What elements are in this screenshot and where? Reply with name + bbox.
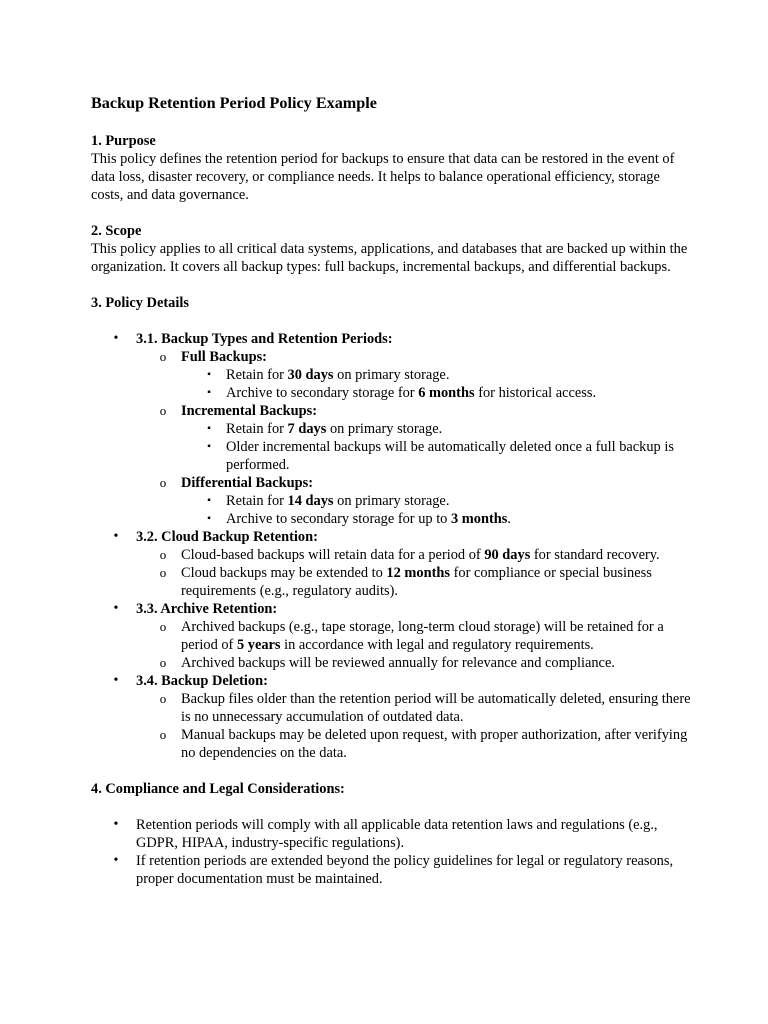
backup-type-label: Full Backups:	[181, 349, 267, 365]
compliance-list	[91, 816, 691, 888]
section-heading-policy-details: 3. Policy Details	[91, 295, 189, 311]
item-text: Older incremental backups will be automatically deleted once a full backup is performed.	[226, 439, 674, 473]
item-text: Backup files older than the retention period will be automatically deleted, ensuring there is no unnecessary accumulation of outdated data.	[181, 691, 691, 725]
document-title: Backup Retention Period Policy Example	[91, 94, 377, 112]
bullet-dot-icon: •	[113, 817, 119, 832]
section-compliance	[91, 780, 691, 888]
section-heading-scope: 2. Scope	[91, 223, 142, 239]
bullet-circle-icon: o	[159, 475, 167, 490]
item-text: on primary storage.	[333, 493, 450, 509]
backup-types-list	[136, 348, 691, 528]
list-item	[136, 474, 691, 528]
item-emphasis: 14 days	[287, 493, 334, 509]
bullet-square-icon: ▪	[207, 441, 211, 452]
bullet-square-icon: ▪	[207, 513, 211, 524]
policy-list	[91, 330, 691, 762]
item-text: Retain for	[226, 367, 288, 383]
item-emphasis: 3 months	[450, 511, 508, 527]
subsection-heading: 3.4. Backup Deletion:	[136, 673, 268, 689]
backup-type-label: Incremental Backups:	[181, 403, 318, 419]
bullet-circle-icon: o	[159, 727, 167, 742]
item-text: on primary storage.	[333, 367, 450, 383]
bullet-circle-icon: o	[159, 565, 167, 580]
section-scope	[91, 222, 691, 276]
item-text: for historical access.	[474, 385, 597, 401]
section-policy-details	[91, 294, 691, 780]
bullet-dot-icon: •	[113, 529, 119, 544]
list-item	[136, 564, 691, 600]
list-item	[136, 726, 691, 762]
item-text: If retention periods are extended beyond the policy guidelines for legal or regulatory reasons, proper documentation must be maintained.	[136, 853, 674, 887]
bullet-circle-icon: o	[159, 349, 167, 364]
list-item	[91, 816, 691, 852]
subsection-heading: 3.1. Backup Types and Retention Periods:	[136, 331, 393, 347]
item-emphasis: 90 days	[484, 547, 531, 563]
list-item	[181, 420, 691, 438]
item-text: Manual backups may be deleted upon request, with proper authorization, after verifying no dependencies on the data.	[181, 727, 688, 761]
list-item	[136, 690, 691, 726]
purpose-text: This policy defines the retention period for backups to ensure that data can be restored in the event of data loss, disaster recovery, or compliance needs. It helps to balance operational efficiency, storage costs, and data governance.	[91, 151, 675, 203]
cloud-retention-list	[136, 546, 691, 600]
list-item	[181, 384, 691, 402]
item-text: on primary storage.	[326, 421, 443, 437]
list-item	[181, 366, 691, 384]
item-text: Archive to secondary storage for	[226, 385, 419, 401]
item-text: Cloud-based backups will retain data for a period of	[181, 547, 485, 563]
item-text: Archived backups will be reviewed annually for relevance and compliance.	[181, 655, 615, 671]
list-item	[136, 348, 691, 402]
subsection-heading: 3.2. Cloud Backup Retention:	[136, 529, 318, 545]
list-item	[136, 546, 691, 564]
backup-deletion-list	[136, 690, 691, 762]
list-item	[136, 618, 691, 654]
section-purpose	[91, 132, 691, 204]
list-item	[91, 600, 691, 672]
item-text: Retain for	[226, 493, 288, 509]
list-item	[91, 852, 691, 888]
bullet-circle-icon: o	[159, 403, 167, 418]
item-text: Archived backups (e.g., tape storage, long-term cloud storage) will be retained for a period of	[181, 619, 664, 653]
bullet-circle-icon: o	[159, 619, 167, 634]
bullet-square-icon: ▪	[207, 369, 211, 380]
bullet-circle-icon: o	[159, 547, 167, 562]
section-heading-purpose: 1. Purpose	[91, 133, 156, 149]
backup-type-label: Differential Backups:	[181, 475, 314, 491]
subsection-heading: 3.3. Archive Retention:	[136, 601, 278, 617]
bullet-dot-icon: •	[113, 853, 119, 868]
list-item	[181, 438, 691, 474]
bullet-dot-icon: •	[113, 331, 119, 346]
item-emphasis: 6 months	[418, 385, 475, 401]
item-text: Retention periods will comply with all applicable data retention laws and regulations (e.g., GDPR, HIPAA, industry-specific regulations).	[136, 817, 658, 851]
item-text: Cloud backups may be extended to	[181, 565, 387, 581]
full-backups-list	[181, 366, 691, 402]
bullet-square-icon: ▪	[207, 495, 211, 506]
item-text: for compliance or special business requirements (e.g., regulatory audits).	[181, 565, 652, 599]
list-item	[136, 654, 691, 672]
list-item	[181, 510, 691, 528]
list-item	[136, 402, 691, 474]
incremental-backups-list	[181, 420, 691, 474]
section-heading-compliance: 4. Compliance and Legal Considerations:	[91, 781, 345, 797]
document-page	[91, 92, 691, 888]
item-emphasis: 30 days	[287, 367, 334, 383]
item-emphasis: 5 years	[236, 637, 281, 653]
bullet-dot-icon: •	[113, 673, 119, 688]
bullet-dot-icon: •	[113, 601, 119, 616]
bullet-square-icon: ▪	[207, 387, 211, 398]
item-text: in accordance with legal and regulatory requirements.	[280, 637, 594, 653]
item-emphasis: 7 days	[287, 421, 327, 437]
list-item	[91, 330, 691, 528]
list-item	[91, 528, 691, 600]
bullet-circle-icon: o	[159, 655, 167, 670]
bullet-circle-icon: o	[159, 691, 167, 706]
item-text: .	[507, 511, 511, 527]
item-text: Archive to secondary storage for up to	[226, 511, 451, 527]
list-item	[91, 672, 691, 762]
differential-backups-list	[181, 492, 691, 528]
bullet-square-icon: ▪	[207, 423, 211, 434]
item-text: for standard recovery.	[530, 547, 660, 563]
item-emphasis: 12 months	[386, 565, 450, 581]
archive-retention-list	[136, 618, 691, 672]
list-item	[181, 492, 691, 510]
scope-text: This policy applies to all critical data systems, applications, and databases that are backed up within the organization. It covers all backup types: full backups, incremental backups, and differential backups.	[91, 241, 688, 275]
item-text: Retain for	[226, 421, 288, 437]
